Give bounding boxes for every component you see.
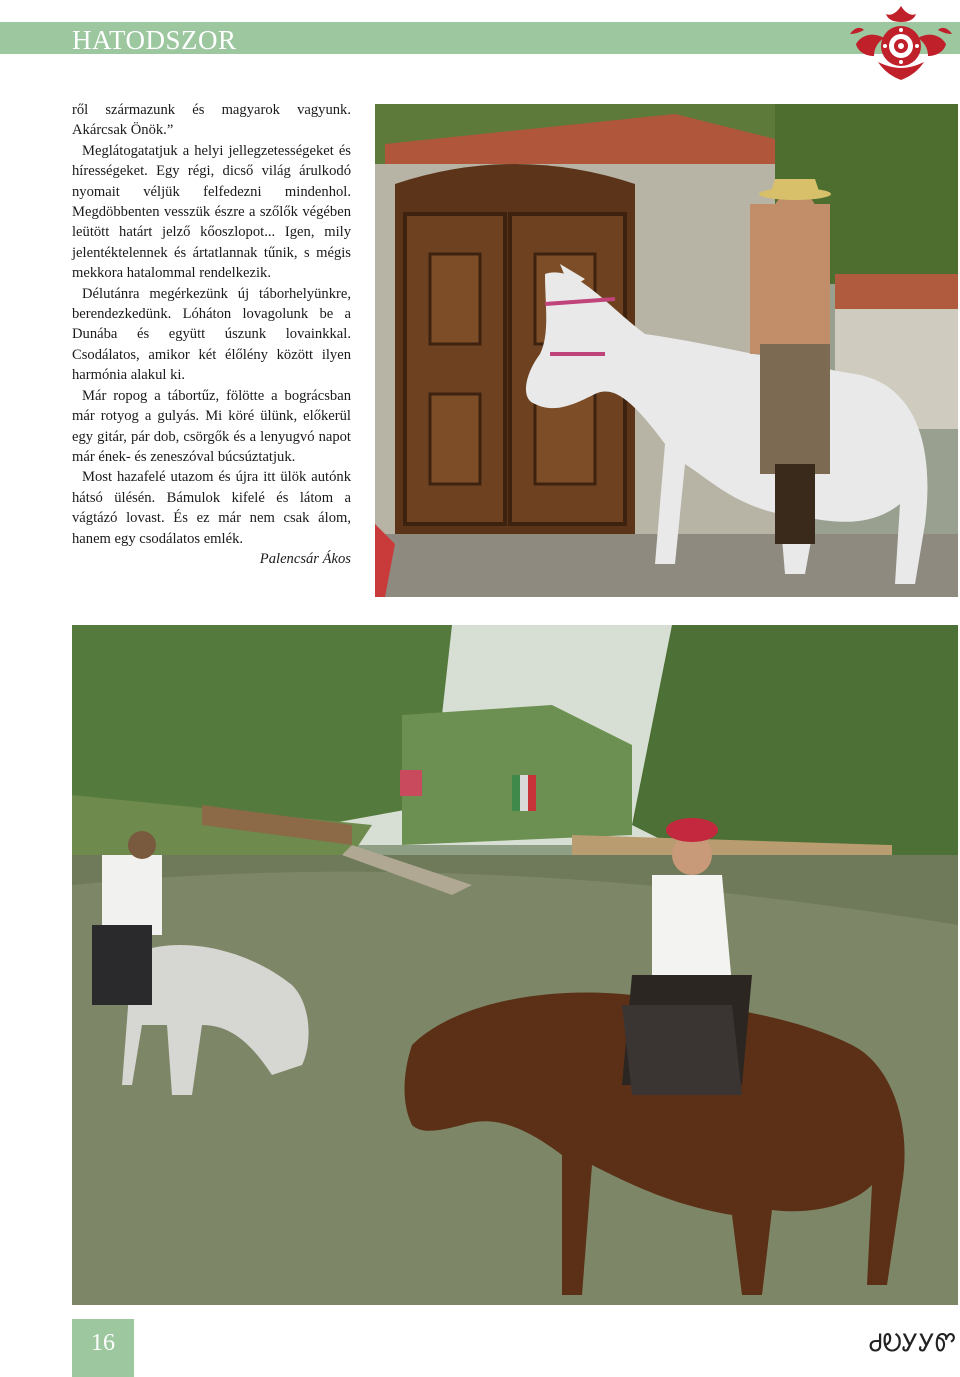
rovas-script-text: ᏧᎧᎩᎩᏛ: [869, 1329, 956, 1357]
paragraph: Már ropog a tábortűz, fölötte a bográcsban már rotyog a gulyás. Mi köré ülünk, előkerül egy gitár, pár dob, csörgők és a lenyugvó napot már ének- és zeneszóval búcsúztatjuk.: [72, 387, 351, 465]
paragraph: Meglátogatatjuk a helyi jellegzetességeket és hírességeket. Egy régi, dicső világ árulkodó nyomait véljük felfedezni mindenhol. Megdöbbenten vesszük észre a szőlők végében leütött határt jelző kőoszlopot... Igen, mily jelentéktelennek és ártatlannak tűnik, s mégis mekkora hatalommal rendelkezik.: [72, 142, 351, 282]
paragraph: ről származunk és magyarok vagyunk. Akárcsak Önök.”: [72, 102, 351, 139]
author-signature: Palencsár Ákos: [259, 550, 351, 567]
paragraph: Délutánra megérkezünk új táborhelyünkre, berendezkedünk. Lóháton lovagolunk be a Dunába és együtt úszunk lovainkkal. Csodálatos, amikor két élőlény között ilyen harmónia alakul ki.: [72, 285, 351, 384]
photo-riders-in-river: [72, 625, 958, 1305]
folk-flower-ornament-icon: [848, 4, 954, 82]
paragraph: Most hazafelé utazom és újra itt ülök autónk hátsó ülésén. Bámulok kifelé és látom a vágtázó lovast. És ez már nem csak álom, hanem egy csodálatos emlék.: [72, 469, 351, 547]
section-title: HATODSZOR: [72, 25, 237, 55]
article-text: [72, 100, 351, 569]
page-number: 16: [91, 1330, 115, 1356]
photo-rider-white-horse: [375, 104, 958, 597]
